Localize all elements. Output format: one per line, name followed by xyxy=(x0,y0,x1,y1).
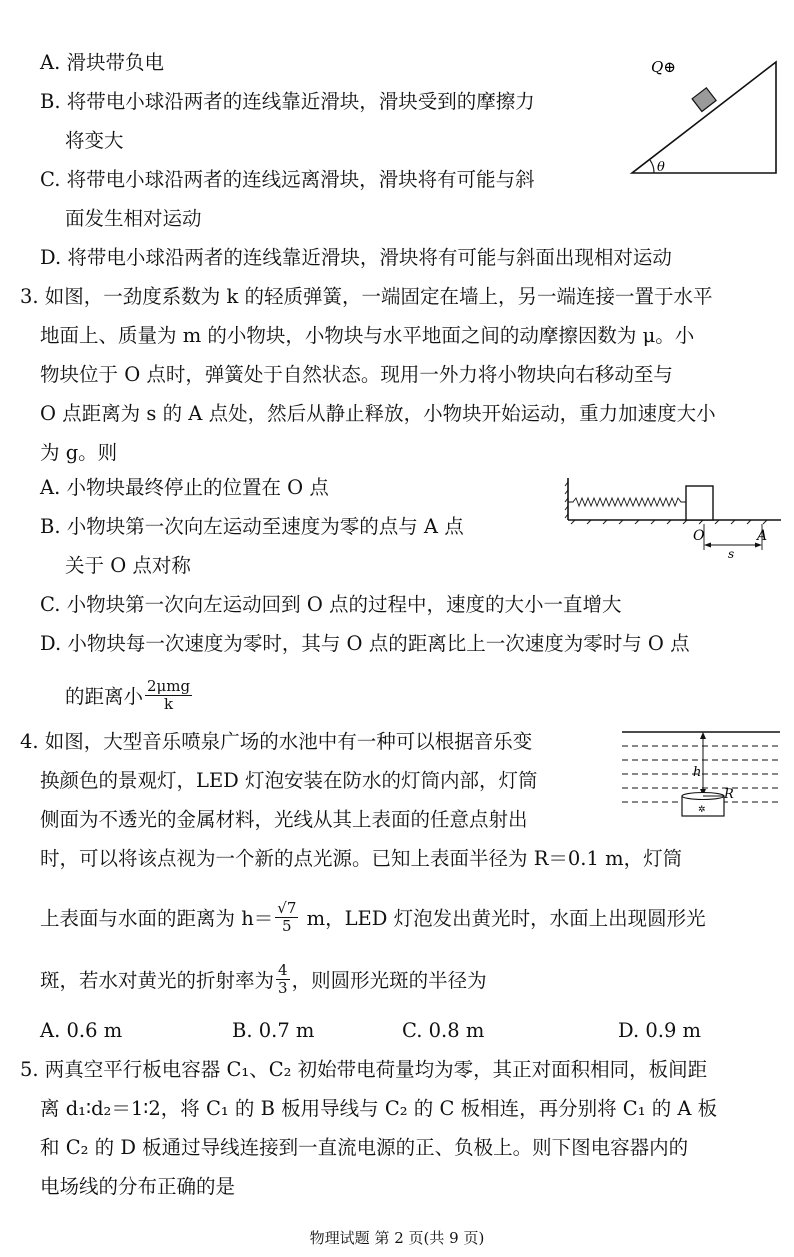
q3-option-d-fraction xyxy=(145,678,192,713)
q4-n-fraction xyxy=(276,962,290,997)
q2-option-c-line2: 面发生相对运动 xyxy=(65,207,202,230)
q4-stem-line6-a: 斑，若水对黄光的折射率为 xyxy=(40,969,275,992)
q4-stem-line2: 换颜色的景观灯，LED 灯泡安装在防水的灯筒内部，灯筒 xyxy=(40,769,538,792)
q3-option-a: A. 小物块最终停止的位置在 O 点 xyxy=(40,476,329,499)
angle-label: θ xyxy=(657,160,665,175)
point-o-label: O xyxy=(693,528,705,544)
point-a-label: A xyxy=(757,528,768,544)
q4-stem-line5-a: 上表面与水面的距离为 h＝ xyxy=(40,907,274,930)
charge-label: Q⊕ xyxy=(651,58,676,76)
q4-stem-line4: 时，可以将该点视为一个新的点光源。已知上表面半径为 R＝0.1 m，灯筒 xyxy=(40,847,683,870)
q2-option-b-line2: 将变大 xyxy=(65,129,124,152)
distance-s-label: s xyxy=(728,547,735,561)
q2-incline-figure xyxy=(630,48,780,178)
s-arrow-left xyxy=(704,543,711,548)
h-arrow-top xyxy=(700,732,706,739)
q3-stem-line2: 地面上、质量为 m 的小物块，小物块与水平地面之间的动摩擦因数为 μ。小 xyxy=(40,324,695,347)
q2-option-c-line1: C. 将带电小球沿两者的连线远离滑块，滑块将有可能与斜 xyxy=(40,168,535,191)
q2-option-b-line1: B. 将带电小球沿两者的连线靠近滑块，滑块受到的摩擦力 xyxy=(40,90,535,113)
fraction-denominator: 5 xyxy=(282,917,292,935)
q4-stem-line5 xyxy=(40,899,706,937)
fraction-numerator: 2μmg xyxy=(147,677,191,695)
q3-option-d-text: 的距离小 xyxy=(65,685,144,708)
block xyxy=(686,486,713,520)
q5-stem-line4: 电场线的分布正确的是 xyxy=(40,1175,236,1198)
q2-option-a: A. 滑块带负电 xyxy=(40,51,164,74)
fraction-denominator: k xyxy=(164,695,174,713)
q4-option-c: C. 0.8 m xyxy=(402,1019,485,1042)
q5-stem-line1: 5. 两真空平行板电容器 C₁、C₂ 初始带电荷量均为零，其正对面积相同，板间距 xyxy=(20,1058,708,1081)
q3-option-b-line2: 关于 O 点对称 xyxy=(65,554,191,577)
q4-stem-line3: 侧面为不透光的金属材料，光线从其上表面的任意点射出 xyxy=(40,808,528,831)
spring-coil xyxy=(568,498,686,506)
height-h-label: h xyxy=(693,765,702,780)
incline-triangle xyxy=(632,62,776,173)
q3-option-d-line1: D. 小物块每一次速度为零时，其与 O 点的距离比上一次速度为零时与 O 点 xyxy=(40,632,690,655)
q3-option-d-line2 xyxy=(65,677,194,715)
slider-block xyxy=(692,88,716,112)
q3-spring-figure xyxy=(565,474,783,560)
q5-stem-line2: 离 d₁∶d₂＝1∶2，将 C₁ 的 B 板用导线与 C₂ 的 C 板相连，再分别将 C₁ 的 A 板 xyxy=(40,1097,718,1120)
page-footer: 物理试题 第 2 页(共 9 页) xyxy=(309,1229,485,1247)
q4-stem-line5-b: m，LED 灯泡发出黄光时，水面上出现圆形光 xyxy=(300,907,706,930)
q2-option-d: D. 将带电小球沿两者的连线靠近滑块，滑块将有可能与斜面出现相对运动 xyxy=(40,246,672,269)
q4-stem-line6-b: ，则圆形光斑的半径为 xyxy=(291,969,487,992)
q4-option-b: B. 0.7 m xyxy=(232,1019,315,1042)
q3-stem-line3: 物块位于 O 点时，弹簧处于自然状态。现用一外力将小物块向右移动至与 xyxy=(40,363,673,386)
fraction-denominator: 3 xyxy=(278,979,288,997)
q3-stem-line1: 3. 如图，一劲度系数为 k 的轻质弹簧，一端固定在墙上，另一端连接一置于水平 xyxy=(20,285,713,308)
led-icon: ✲ xyxy=(698,805,706,815)
q4-lamp-figure xyxy=(620,726,782,822)
radius-r-label: R xyxy=(724,787,734,802)
q5-stem-line3: 和 C₂ 的 D 板通过导线连接到一直流电源的正、负极上。则下图电容器内的 xyxy=(40,1136,689,1159)
q4-option-d: D. 0.9 m xyxy=(618,1019,702,1042)
q3-stem-line5: 为 g。则 xyxy=(40,441,118,464)
q4-stem-line6 xyxy=(40,961,487,999)
q4-h-fraction xyxy=(275,900,298,935)
q3-option-c: C. 小物块第一次向左运动回到 O 点的过程中，速度的大小一直增大 xyxy=(40,593,622,616)
fraction-numerator: 4 xyxy=(278,961,288,979)
fraction-numerator: √7 xyxy=(277,899,297,917)
q4-stem-line1: 4. 如图，大型音乐喷泉广场的水池中有一种可以根据音乐变 xyxy=(20,730,533,753)
q3-stem-line4: O 点距离为 s 的 A 点处，然后从静止释放，小物块开始运动，重力加速度大小 xyxy=(40,402,716,425)
angle-arc xyxy=(650,160,654,173)
q4-option-a: A. 0.6 m xyxy=(40,1019,123,1042)
q3-option-b-line1: B. 小物块第一次向左运动至速度为零的点与 A 点 xyxy=(40,515,464,538)
